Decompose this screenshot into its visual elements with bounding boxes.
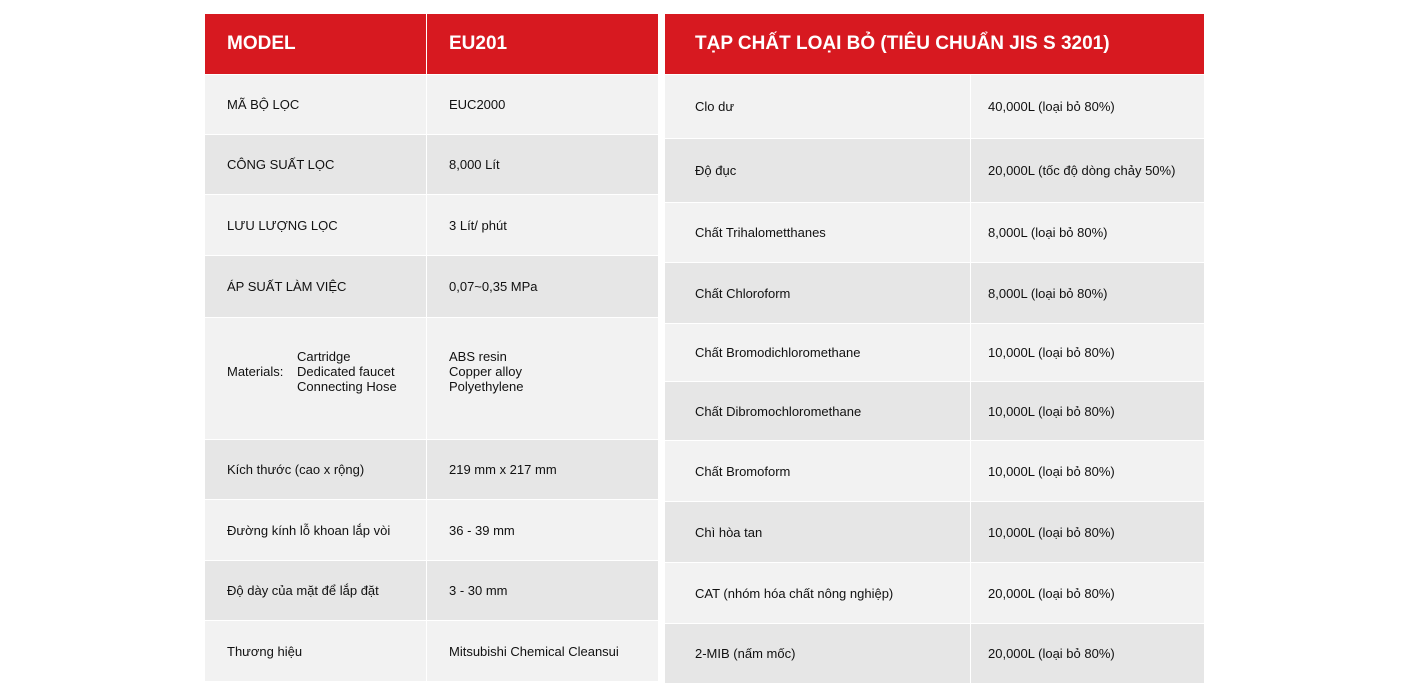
impurities-table — [665, 14, 1204, 683]
table-row — [205, 74, 658, 134]
table-row — [665, 440, 1204, 501]
impurity-value: 10,000L (loại bỏ 80%) — [988, 403, 1115, 419]
row-value: 3 Lít/ phút — [449, 217, 507, 233]
impurity-name: Chất Bromoform — [665, 441, 971, 501]
impurity-name: Chất Bromodichloromethane — [665, 324, 971, 381]
impurity-name: Độ đục — [665, 139, 971, 202]
table-row — [665, 323, 1204, 381]
material-item: Connecting Hose — [297, 379, 397, 394]
material-value: Copper alloy — [449, 364, 522, 379]
table-row — [665, 138, 1204, 202]
table-row — [665, 74, 1204, 138]
row-label: ÁP SUẤT LÀM VIỆC — [205, 256, 427, 317]
impurity-value: 40,000L (loại bỏ 80%) — [988, 99, 1115, 114]
row-label: Độ dày của mặt để lắp đặt — [205, 561, 427, 620]
table-row — [205, 255, 658, 317]
impurity-value: 10,000L (loại bỏ 80%) — [988, 345, 1115, 360]
table-row — [205, 194, 658, 255]
material-value: Polyethylene — [449, 379, 524, 394]
row-value: Mitsubishi Chemical Cleansui — [449, 643, 619, 659]
row-label: Thương hiệu — [205, 621, 427, 681]
model-header: MODEL — [205, 14, 427, 74]
table-row — [205, 499, 658, 560]
material-item: Dedicated faucet — [297, 364, 395, 379]
material-item: Cartridge — [297, 349, 351, 364]
row-label: Kích thước (cao x rộng) — [205, 440, 427, 499]
materials-values-cell — [427, 318, 658, 439]
impurity-name: Clo dư — [665, 75, 971, 138]
row-label: MÃ BỘ LỌC — [205, 75, 427, 134]
row-value: 0,07~0,35 MPa — [449, 279, 538, 294]
impurity-value: 8,000L (loại bỏ 80%) — [988, 225, 1108, 240]
table-row — [665, 262, 1204, 323]
impurity-value: 8,000L (loại bỏ 80%) — [988, 285, 1108, 301]
impurity-value: 10,000L (loại bỏ 80%) — [988, 524, 1115, 540]
table-row — [665, 623, 1204, 683]
row-value: 36 - 39 mm — [449, 522, 515, 538]
impurity-name: CAT (nhóm hóa chất nông nghiệp) — [665, 563, 971, 623]
material-value: ABS resin — [449, 349, 507, 364]
row-label: LƯU LƯỢNG LỌC — [205, 195, 427, 255]
table-row — [205, 439, 658, 499]
materials-items — [297, 349, 397, 394]
table-row — [665, 501, 1204, 562]
table-row — [665, 381, 1204, 440]
row-value: EUC2000 — [449, 97, 506, 112]
impurity-name: Chất Dibromochloromethane — [665, 382, 971, 440]
table-row — [205, 620, 658, 681]
impurity-value: 20,000L (loại bỏ 80%) — [988, 585, 1115, 601]
specs-table-header — [205, 14, 658, 74]
impurity-name: Chì hòa tan — [665, 502, 971, 562]
row-value: 219 mm x 217 mm — [449, 462, 557, 477]
materials-row — [205, 317, 658, 439]
materials-cell — [205, 318, 427, 439]
row-label: Đường kính lỗ khoan lắp vòi — [205, 500, 427, 560]
table-row — [665, 202, 1204, 262]
table-row — [665, 562, 1204, 623]
impurity-value: 20,000L (tốc độ dòng chảy 50%) — [988, 163, 1176, 178]
row-value: 3 - 30 mm — [449, 583, 508, 598]
table-row — [205, 134, 658, 194]
materials-label: Materials: — [227, 364, 284, 379]
row-value: 8,000 Lít — [449, 157, 500, 172]
model-value-header: EU201 — [449, 33, 508, 54]
impurities-table-header — [665, 14, 1204, 74]
impurity-name: Chất Chloroform — [665, 263, 971, 323]
impurity-value: 20,000L (loại bỏ 80%) — [988, 646, 1115, 661]
row-label: CÔNG SUẤT LỌC — [205, 135, 427, 194]
impurity-name: 2-MIB (nấm mốc) — [665, 624, 971, 683]
impurities-title: TẠP CHẤT LOẠI BỎ (TIÊU CHUẨN JIS S 3201) — [695, 33, 1110, 54]
impurity-value: 10,000L (loại bỏ 80%) — [988, 463, 1115, 479]
impurity-name: Chất Trihalometthanes — [665, 203, 971, 262]
specs-table — [205, 14, 658, 681]
table-row — [205, 560, 658, 620]
